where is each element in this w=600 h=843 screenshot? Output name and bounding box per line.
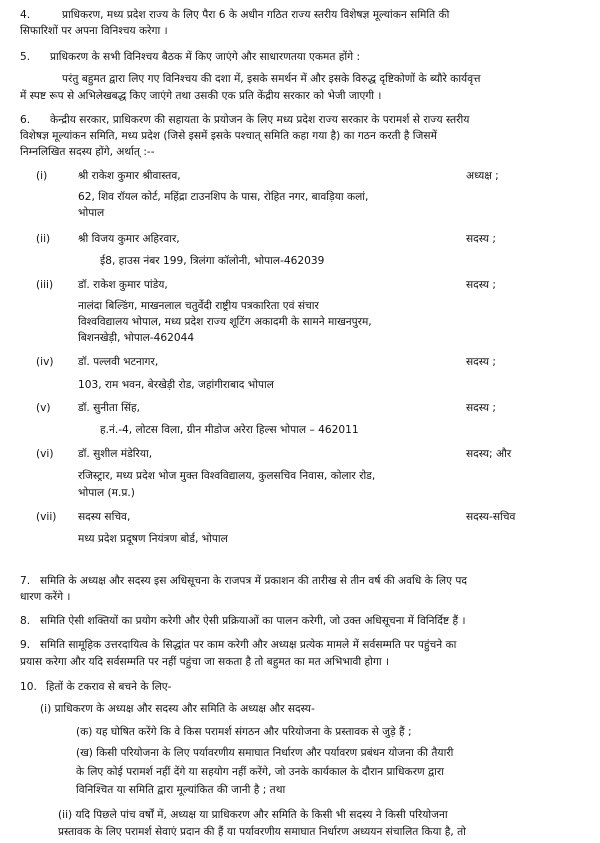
member-name: डॉ. राकेश कुमार पांडेय, — [78, 279, 168, 291]
para-8-line-1: समिति ऐसी शक्तियों का प्रयोग करेगी और ऐसी प्रक्रियाओं का पालन करेगी, जो उक्त अधिसूचना में विनिर्दिष्ट हैं । — [40, 615, 466, 627]
member-address-line: नालंदा बिल्डिंग, माखनलाल चतुर्वेदी राष्ट्रीय पत्रकारिता एवं संचार — [78, 300, 319, 312]
member-name: श्री राकेश कुमार श्रीवास्तव, — [78, 170, 181, 182]
para-10-i-heading: (i) प्राधिकरण के अध्यक्ष और सदस्य और समिति के अध्यक्ष और सदस्य- — [40, 703, 315, 715]
member-number: (iv) — [36, 356, 54, 368]
member-number: (iii) — [36, 279, 54, 291]
para-10-line-1: हितों के टकराव से बचने के लिए- — [46, 681, 172, 693]
member-role: अध्यक्ष ; — [466, 170, 499, 182]
para-7-line-2: धारण करेंगे । — [20, 591, 71, 603]
member-role: सदस्य ; — [466, 356, 496, 368]
para-8-number: 8. — [20, 615, 31, 627]
member-role: सदस्य; और — [466, 448, 512, 460]
para-9-line-1: समिति सामूहिक उत्तरदायित्व के सिद्धांत पर काम करेगी और अध्यक्ष प्रत्येक मामले में सर्वसम्मति पर पहुंचने का — [40, 639, 457, 651]
para-10-clause-ka: (क) यह घोषित करेंगे कि वे किस परामर्श संगठन और परियोजना के प्रस्तावक से जुड़े हैं ; — [76, 726, 412, 738]
member-role: सदस्य ; — [466, 402, 496, 414]
para-9-number: 9. — [20, 639, 31, 651]
member-address-line: भोपाल (म.प्र.) — [78, 487, 135, 499]
para-6-line-1: केन्द्रीय सरकार, प्राधिकरण की सहायता के प्रयोजन के लिए मध्य प्रदेश राज्य सरकार के परामर्श से राज्य स्तरीय — [50, 114, 470, 126]
member-role: सदस्य ; — [466, 279, 496, 291]
para-10-ii-line-2: प्रस्तावक के लिए परामर्श सेवाएं प्रदान की हैं या पर्यावरणीय समाघात निर्धारण अध्ययन संचालित किया है, तो — [58, 826, 466, 838]
member-number: (ii) — [36, 233, 51, 245]
member-address-line: 62, शिव रॉयल कोर्ट, महिंद्रा टाउनशिप के पास, रोहित नगर, बावड़िया कलां, — [78, 191, 369, 203]
member-address-line: रजिस्ट्रार, मध्य प्रदेश भोज मुक्त विश्वविद्यालय, कुलसचिव निवास, कोलार रोड, — [78, 470, 376, 482]
member-name: डॉ. पल्लवी भटनागर, — [78, 356, 159, 368]
para-9-line-2: प्रयास करेगा और यदि सर्वसम्मति पर नहीं पहुंचा जा सकता है तो बहुमत का मत अभिभावी होगा । — [20, 656, 389, 668]
para-4-line-2: सिफारिशों पर अपना विनिश्चय करेगा । — [20, 25, 168, 37]
member-name: सदस्य सचिव, — [78, 511, 131, 523]
member-address-line: बिशनखेड़ी, भोपाल-462044 — [78, 332, 195, 344]
member-number: (vi) — [36, 448, 54, 460]
member-name: श्री विजय कुमार अहिरवार, — [78, 233, 180, 245]
para-5-number: 5. — [20, 51, 31, 63]
member-name: डॉ. सुशील मंडेरिया, — [78, 448, 153, 460]
member-address-line: ई8, हाउस नंबर 199, त्रिलंगा कॉलोनी, भोपाल-462039 — [100, 255, 325, 267]
para-6-number: 6. — [20, 114, 31, 126]
member-address-line: मध्य प्रदेश प्रदूषण नियंत्रण बोर्ड, भोपाल — [78, 533, 228, 545]
para-5-line-2: परंतु बहुमत द्वारा लिए गए विनिश्चय की दशा में, इसके समर्थन में और इसके विरुद्ध दृष्टिकोणों के ब्यौरे कार्यवृत्त — [62, 73, 481, 85]
member-role: सदस्य ; — [466, 233, 496, 245]
para-4-number: 4. — [20, 9, 31, 21]
member-name: डॉ. सुनीता सिंह, — [78, 402, 140, 414]
member-number: (i) — [36, 170, 48, 182]
member-address-line: भोपाल — [78, 207, 105, 219]
para-5-line-3: में स्पष्ट रूप से अभिलेखबद्ध किए जाएंगे तथा उसकी एक प्रति केंद्रीय सरकार को भेजी जाएगी । — [20, 90, 382, 102]
para-10-ii-line-1: (ii) यदि पिछले पांच वर्षों में, अध्यक्ष या प्राधिकरण और समिति के किसी भी सदस्य ने किसी परियोजना — [58, 809, 448, 821]
para-5-line-1: प्राधिकरण के सभी विनिश्चय बैठक में किए जाएंगे और साधारणतया एकमत होंगे : — [50, 51, 361, 63]
para-7-line-1: समिति के अध्यक्ष और सदस्य इस अधिसूचना के राजपत्र में प्रकाशन की तारीख से तीन वर्ष की अवधि के लिए पद — [40, 575, 467, 587]
para-4-line-1: प्राधिकरण, मध्य प्रदेश राज्य के लिए पैरा 6 के अधीन गठित राज्य स्तरीय विशेषज्ञ मूल्यांकन समिति की — [62, 9, 450, 21]
para-10-clause-kha-3: विनिश्चित या समिति द्वारा मूल्यांकित की जानी है ; तथा — [76, 784, 286, 796]
para-6-line-3: निम्नलिखित सदस्य होंगे, अर्थात् :-- — [20, 146, 155, 158]
member-address-line: विश्वविद्यालय भोपाल, मध्य प्रदेश राज्य शूटिंग अकादमी के सामने माखनपुरम, — [78, 316, 372, 328]
member-number: (vii) — [36, 511, 57, 523]
member-number: (v) — [36, 402, 51, 414]
para-10-clause-kha-2: के लिए कोई परामर्श नहीं देंगे या सहयोग नहीं करेंगे, जो उनके कार्यकाल के दौरान प्राधिकरण द्वारा — [76, 766, 444, 778]
member-role: सदस्य-सचिव — [466, 511, 516, 523]
member-address-line: 103, राम भवन, बेरखेड़ी रोड, जहांगीराबाद भोपाल — [78, 379, 274, 391]
para-10-clause-kha-1: (ख) किसी परियोजना के लिए पर्यावरणीय समाघात निर्धारण और पर्यावरण प्रबंधन योजना की तैयारी — [76, 747, 454, 759]
para-10-number: 10. — [20, 681, 37, 693]
member-address-line: ह.नं.-4, लोटस विला, ग्रीन मीडोज अरेरा हिल्स भोपाल – 462011 — [100, 424, 359, 436]
para-6-line-2: विशेषज्ञ मूल्यांकन समिति, मध्य प्रदेश (जिसे इसमें इसके पश्चात् समिति कहा गया है) का गठन करती है जिसमें — [20, 130, 437, 142]
para-7-number: 7. — [20, 575, 31, 587]
